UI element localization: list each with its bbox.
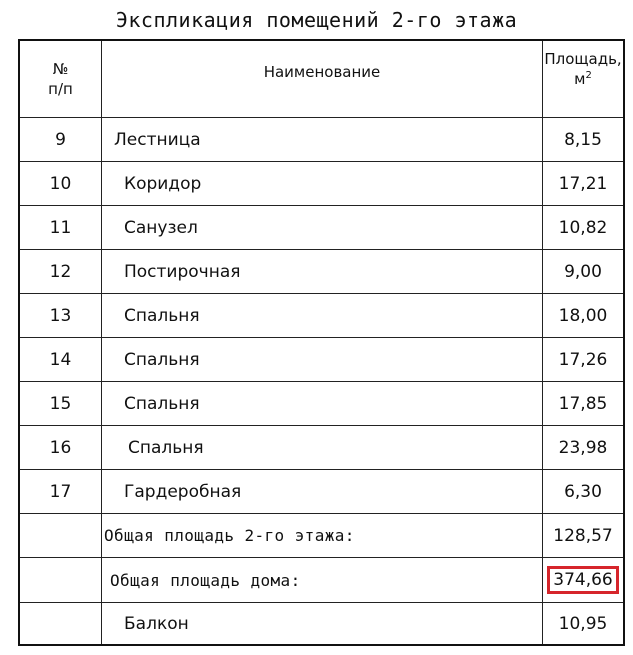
row-number: 12 [20, 250, 102, 293]
row-area: 23,98 [558, 437, 608, 458]
header-area-cell [543, 41, 623, 117]
floor-total-value: 128,57 [553, 525, 613, 546]
table-row [20, 426, 623, 470]
empty-number-cell [20, 603, 102, 644]
table-row [20, 162, 623, 206]
table-row [20, 118, 623, 162]
floor-total-row [20, 514, 623, 558]
row-name: Санузел [102, 206, 543, 249]
row-number: 11 [20, 206, 102, 249]
row-number: 16 [20, 426, 102, 469]
row-number: 13 [20, 294, 102, 337]
row-number: 14 [20, 338, 102, 381]
row-name: Спальня [102, 426, 543, 469]
header-number-symbol: № [52, 60, 69, 78]
header-area-label: Площадь, [544, 50, 622, 68]
table-row [20, 338, 623, 382]
balcony-area: 10,95 [558, 613, 608, 634]
row-number: 9 [20, 118, 102, 161]
row-number: 10 [20, 162, 102, 205]
table-title: Экспликация помещений 2-го этажа [115, 8, 518, 32]
table-row [20, 294, 623, 338]
house-total-value-cell [543, 558, 623, 602]
row-area: 10,82 [558, 217, 608, 238]
row-area: 17,85 [558, 393, 608, 414]
row-area: 18,00 [558, 305, 608, 326]
empty-number-cell [20, 514, 102, 557]
row-area: 9,00 [564, 261, 602, 282]
balcony-name: Балкон [102, 603, 543, 644]
table-header-row [20, 41, 623, 118]
explication-table [18, 39, 625, 646]
row-number: 17 [20, 470, 102, 513]
row-number: 15 [20, 382, 102, 425]
header-area-unit [574, 69, 592, 89]
header-number-cell [20, 41, 102, 117]
area-unit-exponent: 2 [585, 70, 592, 81]
floor-total-label: Общая площадь 2-го этажа: [102, 514, 543, 557]
header-name-label: Наименование [263, 63, 381, 81]
row-name: Гардеробная [102, 470, 543, 513]
row-area: 6,30 [564, 481, 602, 502]
row-name: Коридор [102, 162, 543, 205]
table-row [20, 470, 623, 514]
row-name: Спальня [102, 382, 543, 425]
house-total-label: Общая площадь дома: [102, 558, 543, 602]
house-total-value: 374,66 [547, 566, 618, 594]
table-row [20, 206, 623, 250]
table-row [20, 250, 623, 294]
row-name: Лестница [102, 118, 543, 161]
row-name: Спальня [102, 294, 543, 337]
table-row [20, 382, 623, 426]
row-name: Спальня [102, 338, 543, 381]
row-area: 8,15 [564, 129, 602, 150]
row-area: 17,21 [558, 173, 608, 194]
row-area: 17,26 [558, 349, 608, 370]
empty-number-cell [20, 558, 102, 602]
balcony-row [20, 603, 623, 644]
house-total-row [20, 558, 623, 603]
header-number-abbr: п/п [48, 80, 73, 98]
area-unit-base: м [574, 70, 586, 88]
header-name-cell [102, 41, 543, 117]
row-name: Постирочная [102, 250, 543, 293]
